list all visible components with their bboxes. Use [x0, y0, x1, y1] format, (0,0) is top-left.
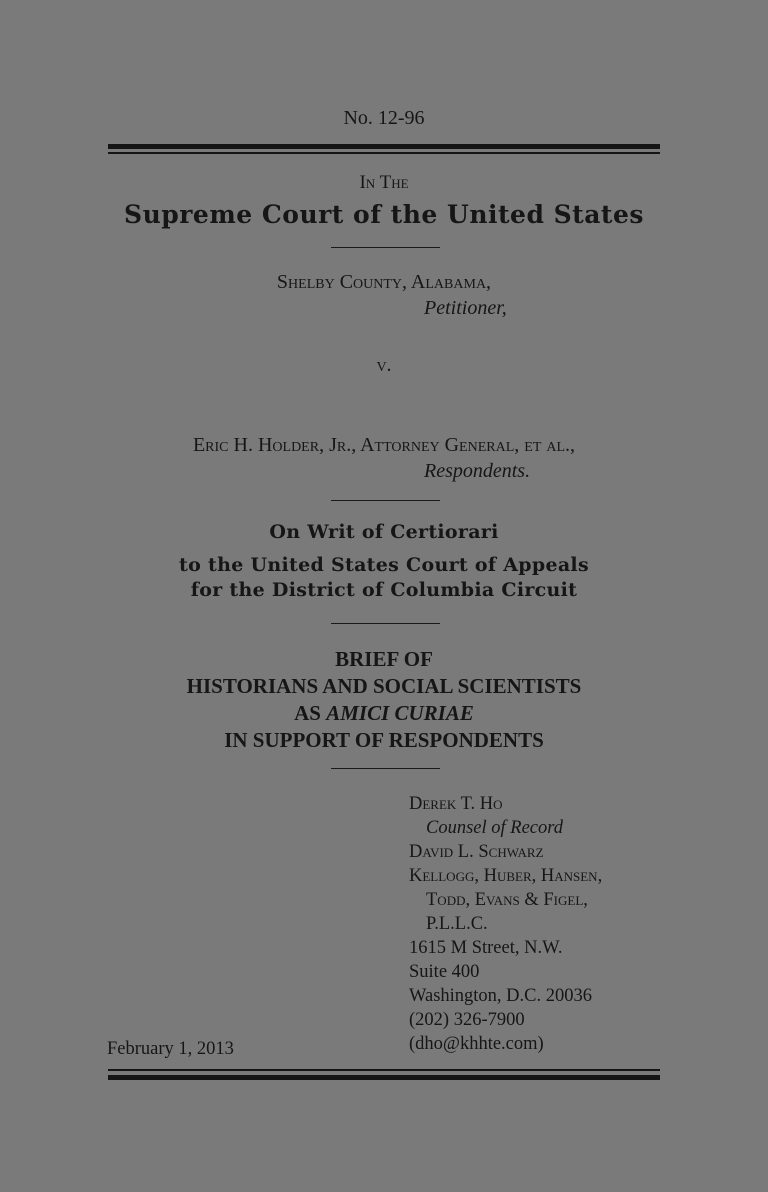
brief-line-3-italic: AMICI CURIAE [326, 701, 474, 725]
brief-line-3 [0, 700, 768, 726]
brief-line-4: IN SUPPORT OF RESPONDENTS [224, 728, 544, 752]
counsel-line: David L. Schwarz [409, 842, 544, 862]
filing-date: February 1, 2013 [107, 1039, 234, 1059]
petitioner-role: Petitioner, [424, 297, 507, 319]
counsel-line: 1615 M Street, N.W. [409, 938, 563, 958]
divider-4 [331, 768, 440, 769]
bottom-rule-thick [108, 1075, 660, 1080]
counsel-line: Counsel of Record [426, 818, 564, 838]
counsel-line: Derek T. Ho [409, 794, 503, 814]
court-prefix: In The [359, 172, 409, 193]
case-number: No. 12-96 [343, 107, 425, 129]
top-rule-thick [108, 144, 660, 149]
counsel-line: (202) 326-7900 [409, 1010, 525, 1030]
writ-line-2: to the United States Court of Appeals [179, 554, 589, 576]
brief-line-2: HISTORIANS AND SOCIAL SCIENTISTS [186, 674, 582, 698]
court-name: Supreme Court of the United States [124, 200, 644, 229]
counsel-block [409, 792, 602, 1056]
counsel-line: (dho@khhte.com) [409, 1034, 544, 1054]
bottom-rule-thin [108, 1069, 660, 1071]
counsel-line: P.L.L.C. [426, 914, 488, 934]
writ-line-3: for the District of Columbia Circuit [190, 579, 578, 601]
counsel-line: Todd, Evans & Figel, [426, 890, 588, 910]
counsel-line: Washington, D.C. 20036 [409, 986, 592, 1006]
counsel-line: Kellogg, Huber, Hansen, [409, 866, 603, 886]
divider-2 [331, 500, 440, 501]
respondent-role: Respondents. [424, 460, 531, 482]
counsel-line: Suite 400 [409, 962, 480, 982]
brief-line-1: BRIEF OF [335, 647, 433, 671]
divider-3 [331, 623, 440, 624]
brief-line-3-prefix: AS [294, 701, 327, 725]
respondent-name: Eric H. Holder, Jr., Attorney General, et al., [192, 434, 576, 456]
top-rule-thin [108, 152, 660, 154]
divider-1 [331, 247, 440, 248]
versus: v. [376, 354, 392, 376]
writ-line-1: On Writ of Certiorari [269, 521, 499, 543]
petitioner-name: Shelby County, Alabama, [276, 271, 492, 293]
